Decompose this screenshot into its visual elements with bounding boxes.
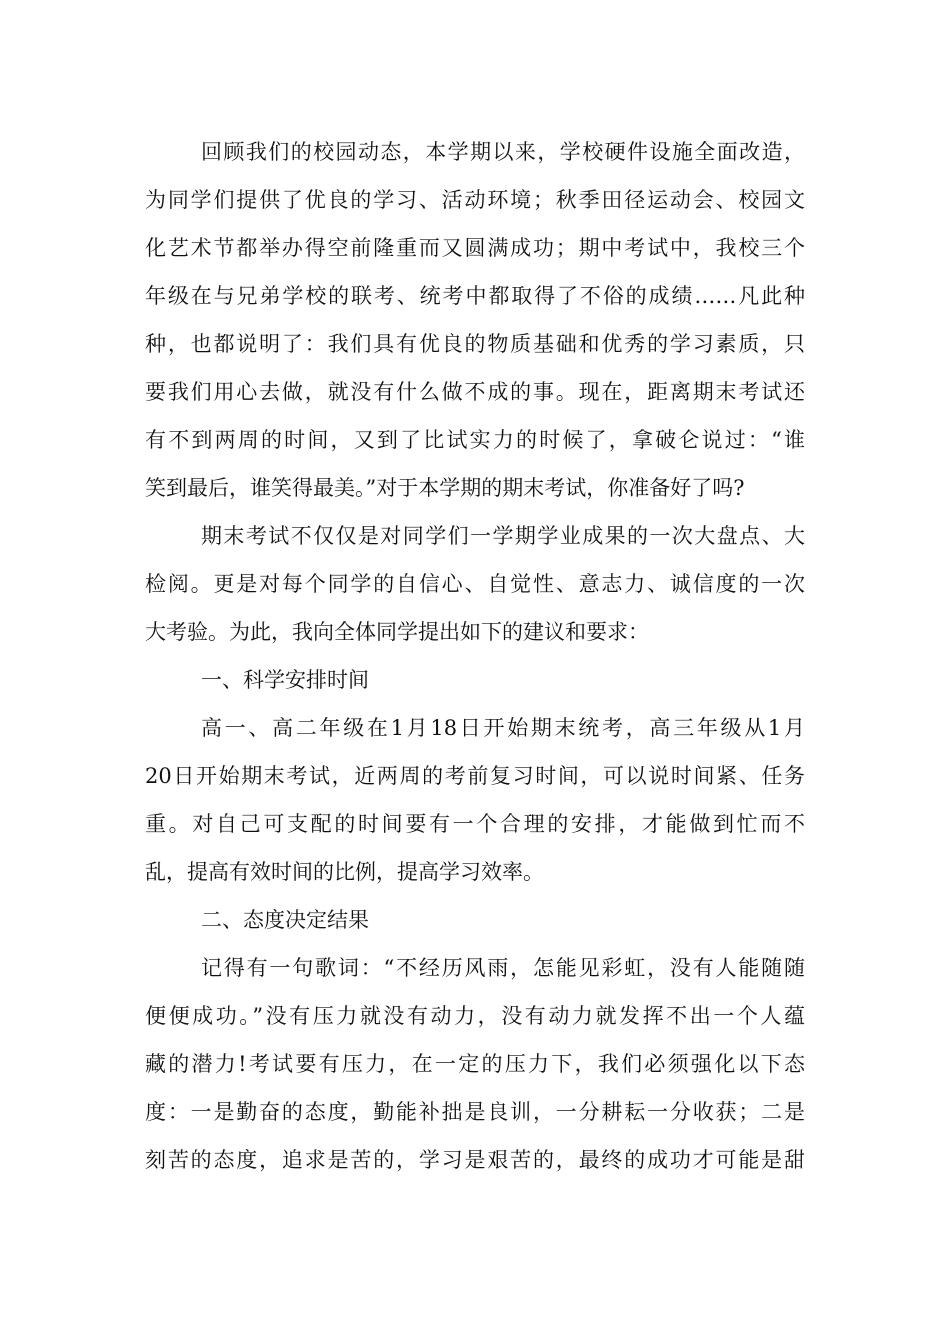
text-line: 检阅。更是对每个同学的自信心、自觉性、意志力、诚信度的一次 xyxy=(145,572,805,596)
text-line: 藏的潜力!考试要有压力，在一定的压力下，我们必须强化以下态 xyxy=(145,1052,805,1076)
section-heading-attitude xyxy=(145,896,805,944)
text-line: 度：一是勤奋的态度，勤能补拙是良训，一分耕耘一分收获；二是 xyxy=(145,1100,805,1124)
section-heading: 二、态度决定结果 xyxy=(201,908,369,932)
document-body xyxy=(145,128,805,1184)
text-line: 重。对自己可支配的时间要有一个合理的安排，才能做到忙而不 xyxy=(145,812,805,836)
text-line: 刻苦的态度，追求是苦的，学习是艰苦的，最终的成功才可能是甜 xyxy=(145,1148,805,1172)
paragraph-exam-schedule xyxy=(145,704,805,896)
text-line: 要我们用心去做，就没有什么做不成的事。现在，距离期末考试还 xyxy=(145,380,805,404)
text-line: 回顾我们的校园动态，本学期以来，学校硬件设施全面改造， xyxy=(201,140,805,164)
text-line: 记得有一句歌词：“不经历风雨，怎能见彩虹，没有人能随随 xyxy=(201,956,805,980)
text-line: 笑到最后，谁笑得最美。”对于本学期的期末考试，你准备好了吗? xyxy=(145,476,745,500)
text-line: 20日开始期末考试，近两周的考前复习时间，可以说时间紧、任务 xyxy=(145,764,805,788)
text-line: 期末考试不仅仅是对同学们一学期学业成果的一次大盘点、大 xyxy=(201,524,805,548)
text-line: 便便成功。”没有压力就没有动力，没有动力就发挥不出一个人蕴 xyxy=(145,1004,805,1028)
paragraph-attitude xyxy=(145,944,805,1184)
text-line: 年级在与兄弟学校的联考、统考中都取得了不俗的成绩……凡此种 xyxy=(145,284,805,308)
text-line: 为同学们提供了优良的学习、活动环境；秋季田径运动会、校园文 xyxy=(145,188,805,212)
section-heading: 一、科学安排时间 xyxy=(201,668,369,692)
text-line: 大考验。为此，我向全体同学提出如下的建议和要求： xyxy=(145,620,649,644)
text-line: 种，也都说明了：我们具有优良的物质基础和优秀的学习素质，只 xyxy=(145,332,805,356)
paragraph-campus-review xyxy=(145,128,805,512)
paragraph-exam-purpose xyxy=(145,512,805,656)
text-line: 乱，提高有效时间的比例，提高学习效率。 xyxy=(145,860,544,884)
section-heading-time-management xyxy=(145,656,805,704)
text-line: 高一、高二年级在1月18日开始期末统考，高三年级从1月 xyxy=(201,716,805,740)
text-line: 有不到两周的时间，又到了比试实力的时候了，拿破仑说过：“谁 xyxy=(145,428,805,452)
text-line: 化艺术节都举办得空前隆重而又圆满成功；期中考试中，我校三个 xyxy=(145,236,805,260)
